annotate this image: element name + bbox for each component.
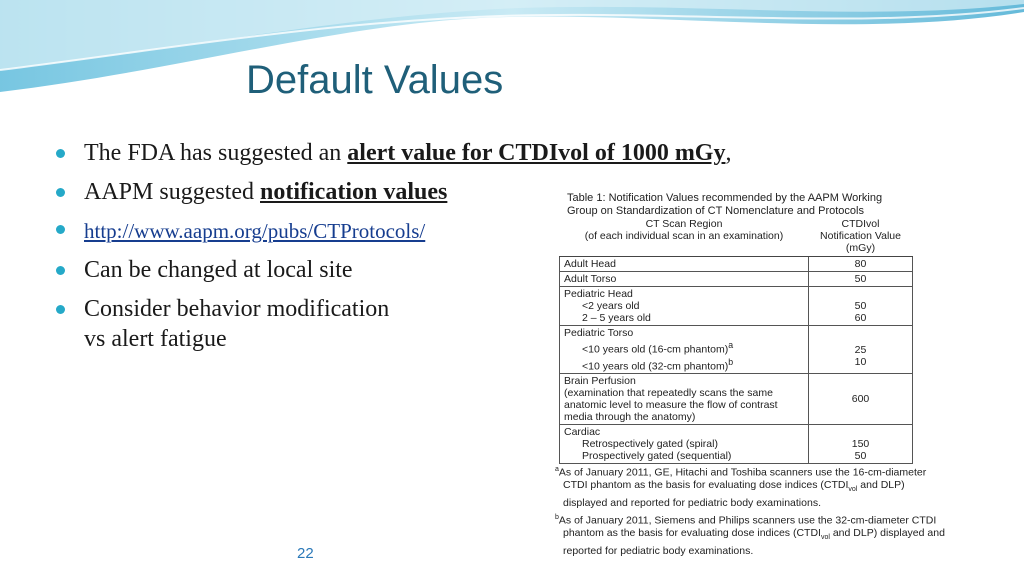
table-row: Pediatric Head <2 years old 2 – 5 years old 50 60 xyxy=(560,287,913,326)
bullet-item-fda: The FDA has suggested an alert value for CTDIvol of 1000 mGy, xyxy=(56,138,731,168)
notification-values-table xyxy=(559,218,913,464)
page-number: 22 xyxy=(297,545,314,562)
bullet-dot-icon xyxy=(56,305,65,314)
table-row: Cardiac Retrospectively gated (spiral) Prospectively gated (sequential) 150 50 xyxy=(560,425,913,464)
aapm-notification-table-figure xyxy=(553,186,991,557)
bullet-dot-icon xyxy=(56,266,65,275)
bullet-item-behavior: Consider behavior modification vs alert fatigue xyxy=(56,294,731,354)
bullet-dot-icon xyxy=(56,188,65,197)
table-row: Adult Head 80 xyxy=(560,257,913,272)
aapm-protocols-link[interactable]: http://www.aapm.org/pubs/CTProtocols/ xyxy=(84,219,426,243)
table-row: Pediatric Torso <10 years old (16-cm phantom)$^a$ <10 years old (32-cm phantom)$^b$ 25 10 xyxy=(560,326,913,374)
bullet-dot-icon xyxy=(56,149,65,158)
slide-title: Default Values xyxy=(246,58,504,102)
bullet-item-aapm: AAPM suggested notification values xyxy=(56,177,731,207)
header-wave-decoration xyxy=(0,0,1024,100)
footnote-a: $^a$As of January 2011, GE, Hitachi and Toshiba scanners use the 16-cm-diameter CTDI phantom as the basis for evaluating dose indices ($CTDI_{vol}$ and DLP) displayed and reported for pediatric body examinations. xyxy=(555,466,927,509)
notification-values-emphasis: notification values xyxy=(260,179,448,205)
table-row: Brain Perfusion (examination that repeatedly scans the same anatomic level to measure the flow of contrast media through the anatomy) 600 xyxy=(560,374,913,425)
bullet-dot-icon xyxy=(56,225,65,234)
header-ctdivol: CTDIvol Notification Value (mGy) xyxy=(809,218,913,257)
table-caption: Table 1: Notification Values recommended by the AAPM Working Group on Standardization of CT Nomenclature and Protocols xyxy=(567,192,883,217)
bullet-item-local-site: Can be changed at local site xyxy=(56,255,731,285)
fda-alert-value-emphasis: alert value for CTDIvol of 1000 mGy xyxy=(347,140,726,166)
table-header-row xyxy=(560,218,913,257)
header-ct-scan-region: CT Scan Region (of each individual scan in an examination) xyxy=(560,218,809,257)
table-row: Adult Torso 50 xyxy=(560,272,913,287)
footnote-b: $^b$As of January 2011, Siemens and Philips scanners use the 32-cm-diameter CTDI phantom as the basis for evaluating dose indices ($CTDI_{vol}$ and DLP) displayed and reported for pediatric body examinations. xyxy=(555,514,945,557)
